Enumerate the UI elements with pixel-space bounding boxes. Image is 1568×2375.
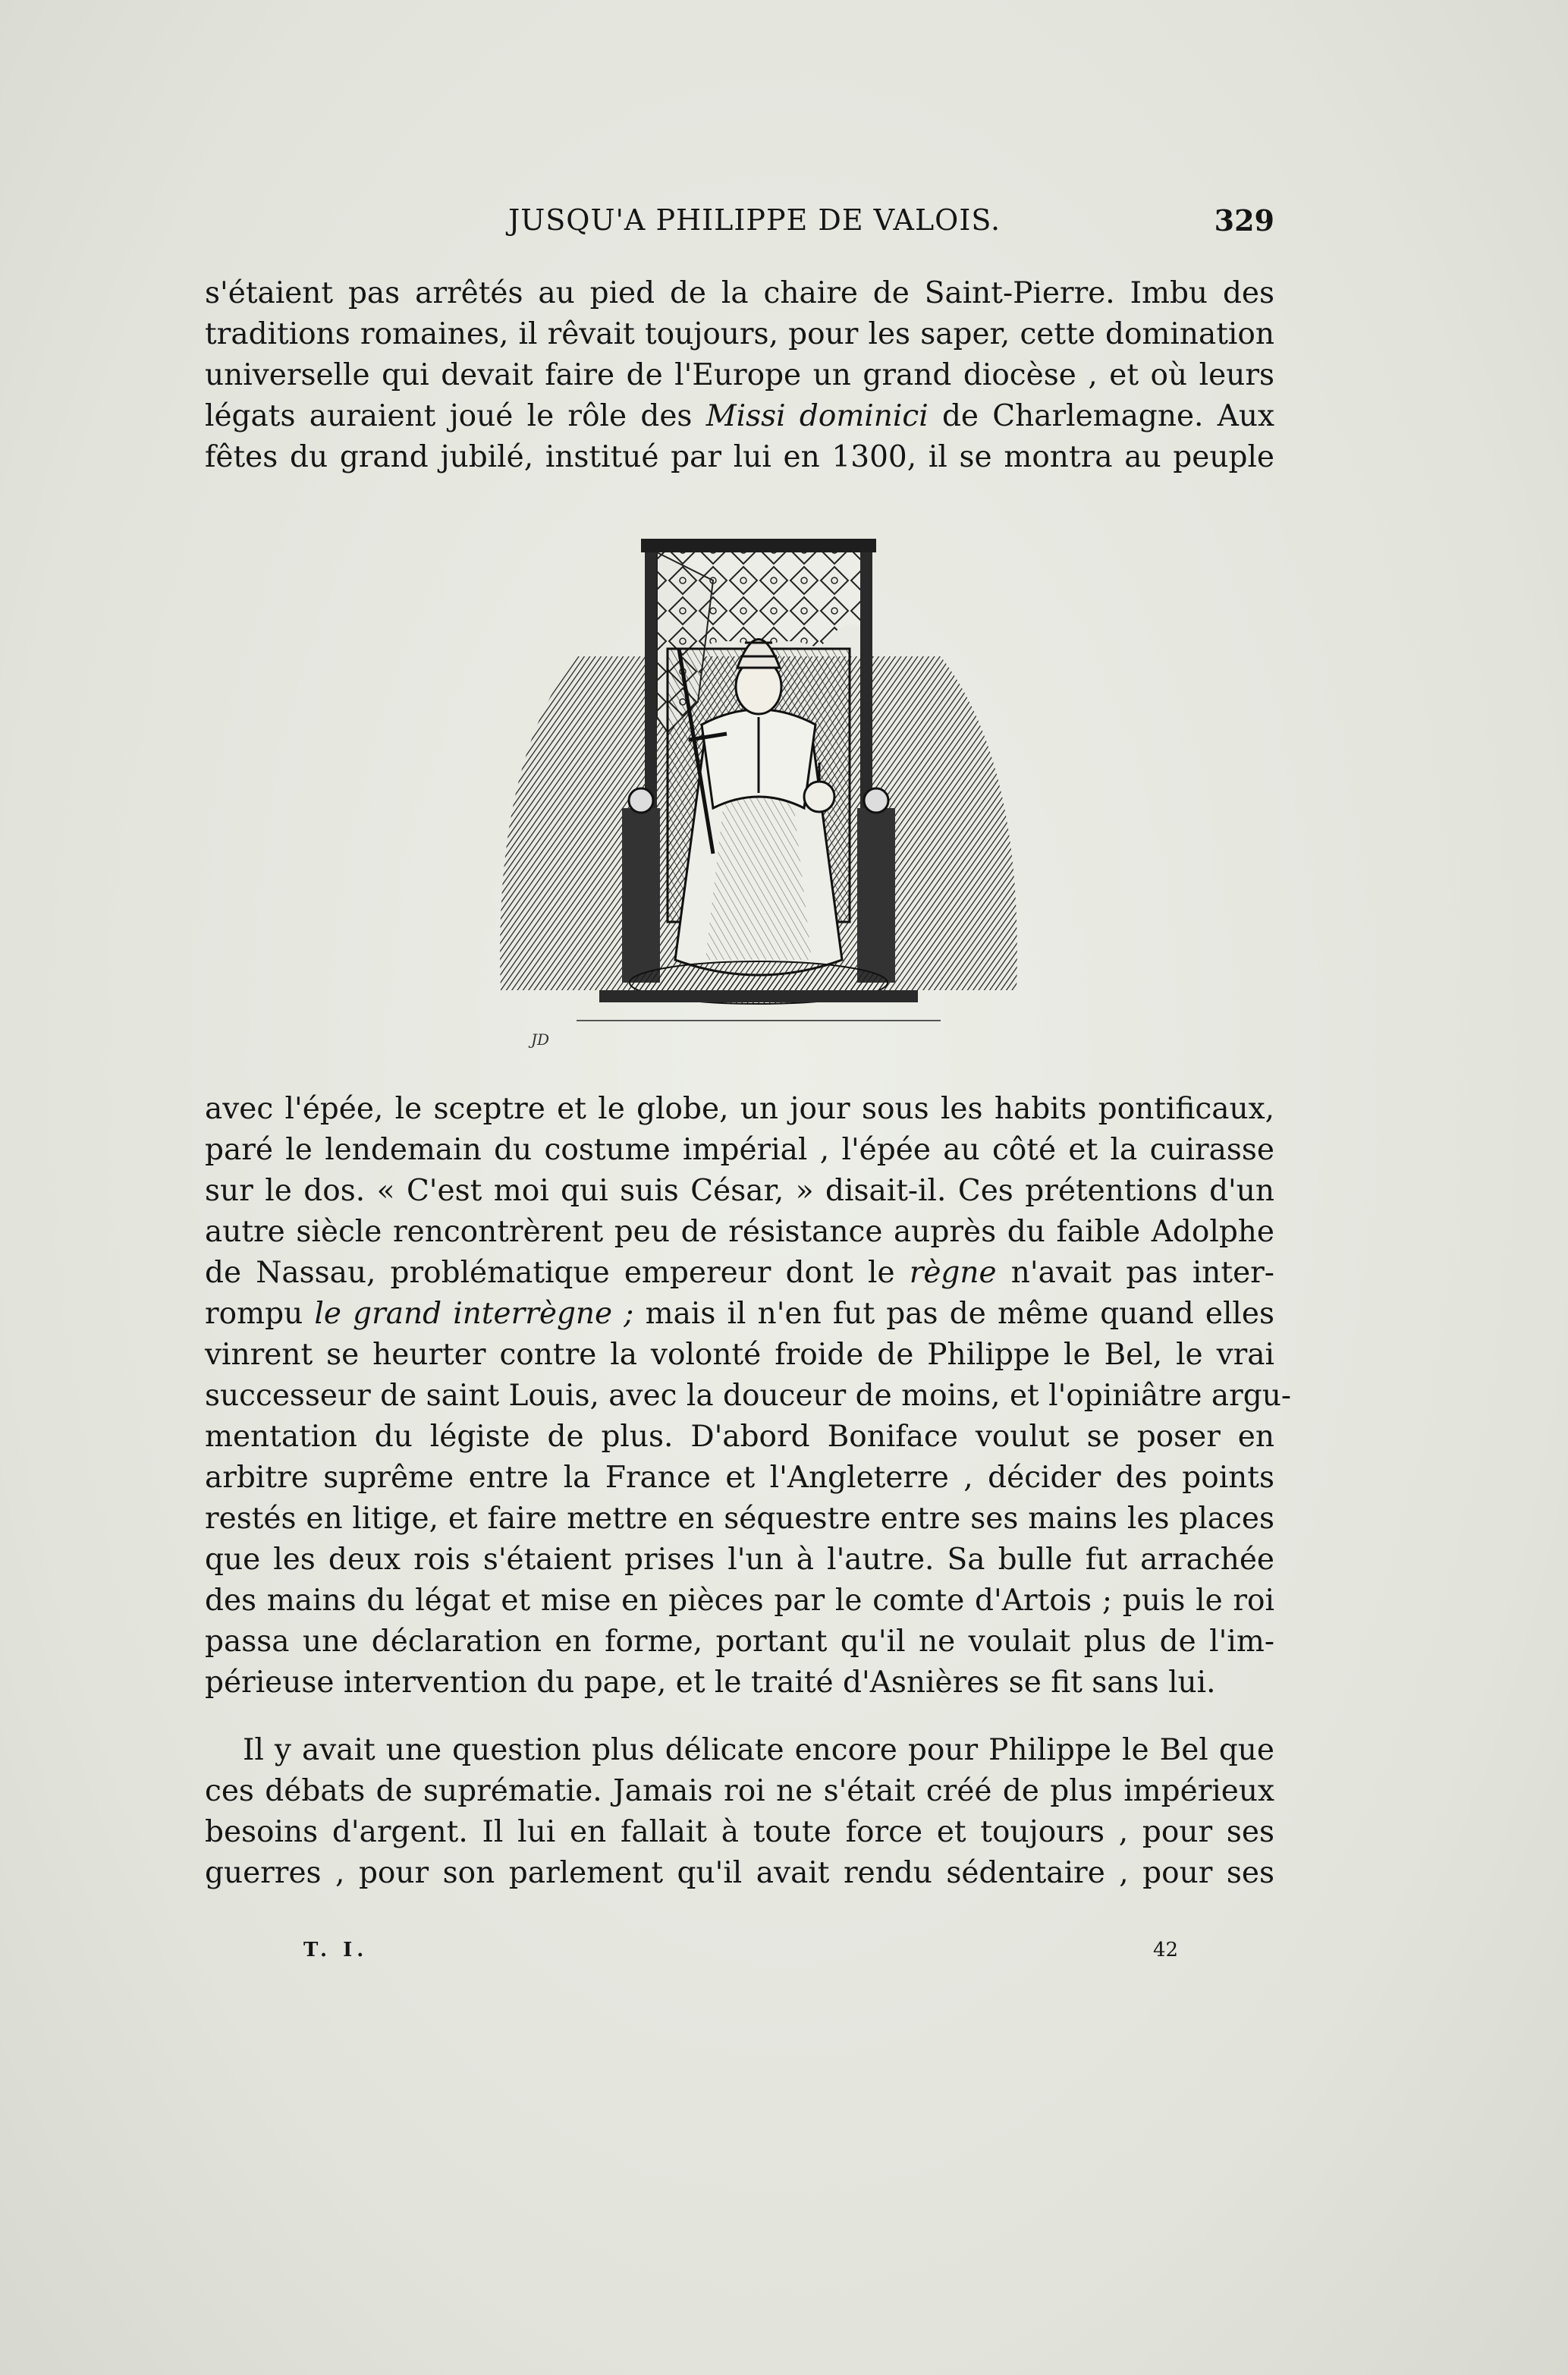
text-line: vinrent se heurter contre la volonté froide de Philippe le Bel, le vrai: [205, 1338, 1274, 1372]
text-line: fêtes du grand jubilé, institué par lui en 1300, il se montra au peuple: [205, 440, 1274, 474]
paragraph-mid: [205, 1089, 1292, 1703]
italic-term: règne: [909, 1256, 997, 1290]
text-line: arbitre suprême entre la France et l'Angleterre , décider des points: [205, 1461, 1274, 1495]
text-line: ces débats de suprématie. Jamais roi ne s'était créé de plus impérieux: [205, 1774, 1274, 1808]
running-head: [205, 203, 1274, 249]
text-line: s'étaient pas arrêtés au pied de la chaire de Saint-Pierre. Imbu des: [205, 276, 1274, 310]
text-line: rompu le grand interrègne ; mais il n'en fut pas de même quand elles: [205, 1297, 1274, 1331]
text-line: universelle qui devait faire de l'Europe un grand diocèse , et où leurs: [205, 358, 1274, 392]
italic-term: le grand interrègne ;: [314, 1297, 634, 1331]
text-line: des mains du légat et mise en pièces par le comte d'Artois ; puis le roi: [205, 1584, 1274, 1618]
text-line: successeur de saint Louis, avec la douceur de moins, et l'opiniâtre argu-: [205, 1379, 1292, 1413]
text-line: que les deux rois s'étaient prises l'un à l'autre. Sa bulle fut arrachée: [205, 1543, 1274, 1577]
text-line: légats auraient joué le rôle des Missi dominici de Charlemagne. Aux: [205, 399, 1274, 433]
text-line: avec l'épée, le sceptre et le globe, un jour sous les habits pontificaux,: [205, 1092, 1274, 1126]
canopy-top: [641, 539, 876, 552]
running-title: JUSQU'A PHILIPPE DE VALOIS.: [508, 203, 1001, 237]
throne-arm-left: [622, 808, 660, 983]
text-line: autre siècle rencontrèrent peu de résistance auprès du faible Adolphe: [205, 1215, 1274, 1249]
text-line: guerres , pour son parlement qu'il avait rendu sédentaire , pour ses: [205, 1856, 1274, 1890]
globe: [804, 782, 834, 812]
text-line: passa une déclaration en forme, portant qu'il ne voulait plus de l'im-: [205, 1625, 1274, 1659]
page-footer: [205, 1939, 1274, 1969]
italic-term: Missi dominici: [705, 399, 929, 433]
engraver-signature: JD: [531, 1030, 550, 1049]
text-line: traditions romaines, il rêvait toujours, pour les saper, cette domination: [205, 317, 1274, 351]
text-line: mentation du légiste de plus. D'abord Boniface voulut se poser en: [205, 1420, 1274, 1454]
text-line: restés en litige, et faire mettre en séquestre entre ses mains les places: [205, 1502, 1274, 1536]
text-line: Il y avait une question plus délicate encore pour Philippe le Bel que: [243, 1733, 1274, 1767]
volume-mark: T. I.: [303, 1939, 369, 1961]
throne-arm-right: [857, 808, 895, 983]
text-line: besoins d'argent. Il lui en fallait à toute force et toujours , pour ses: [205, 1815, 1274, 1849]
paragraph-top: [205, 273, 1274, 478]
text-line: paré le lendemain du costume impérial , l'épée au côté et la cuirasse: [205, 1133, 1274, 1167]
engraving-illustration: [485, 535, 1032, 1051]
throne-base: [599, 990, 918, 1002]
paragraph-bottom: [205, 1730, 1274, 1894]
text-line: périeuse intervention du pape, et le traité d'Asnières se fit sans lui.: [205, 1666, 1216, 1700]
page-number: 329: [1214, 203, 1274, 238]
engraving-pope-on-throne: [485, 535, 1032, 1051]
printer-signature-mark: 42: [1153, 1939, 1179, 1961]
text-line: de Nassau, problématique empereur dont le règne n'avait pas inter-: [205, 1256, 1274, 1290]
text-line: sur le dos. « C'est moi qui suis César, » disait-il. Ces prétentions d'un: [205, 1174, 1274, 1208]
